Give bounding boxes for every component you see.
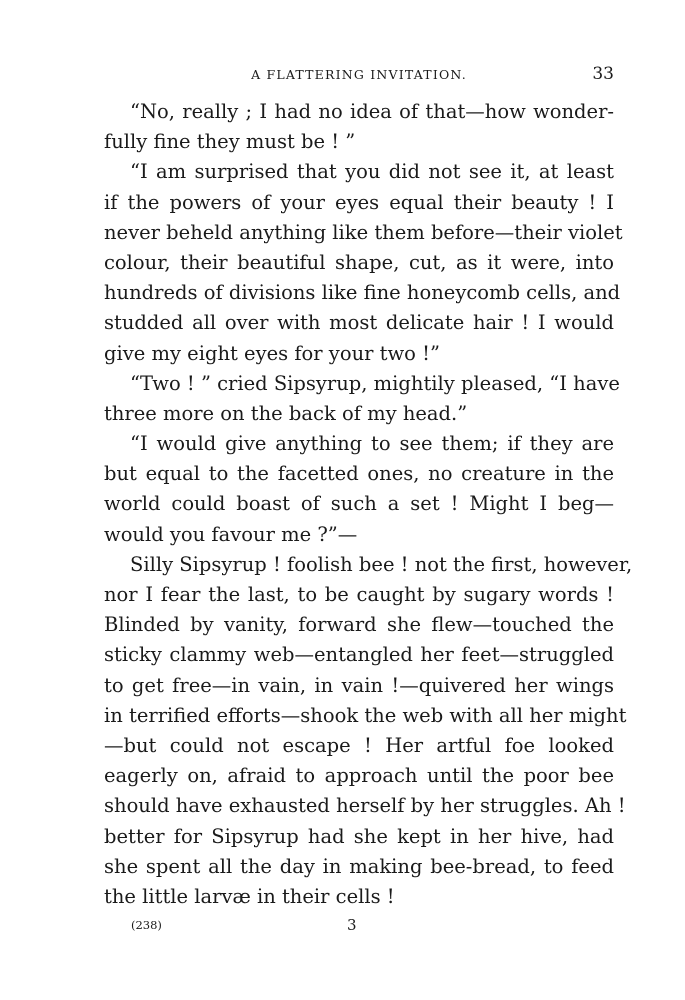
text-line: sticky clammy web—entangled her feet—struggled [104, 643, 614, 667]
text-line: if the powers of your eyes equal their beauty ! I [104, 190, 614, 214]
text-line: —but could not escape ! Her artful foe looked [104, 733, 614, 757]
text-line: to get free—in vain, in vain !—quivered her wings [104, 673, 614, 697]
text-line: colour, their beautiful shape, cut, as it were, into [104, 250, 614, 274]
text-line: fully fine they must be ! ” [104, 130, 356, 154]
page-number: 33 [592, 64, 614, 84]
text-line: would you favour me ?”— [104, 522, 358, 546]
text-line: studded all over with most delicate hair ! I would [104, 311, 614, 335]
text-line: should have exhausted herself by her struggles. Ah ! [104, 794, 626, 818]
text-line: “Two ! ” cried Sipsyrup, mightily pleased, “I have [130, 371, 620, 395]
text-line: “No, really ; I had no idea of that—how wonder- [130, 100, 614, 123]
text-line: eagerly on, afraid to approach until the poor bee [104, 764, 614, 788]
text-line: Blinded by vanity, forward she flew—touched the [104, 613, 614, 637]
text-line: world could boast of such a set ! Might I beg— [104, 492, 614, 516]
running-title: A FLATTERING INVITATION. [251, 67, 467, 82]
text-line: give my eight eyes for your two !” [104, 341, 440, 365]
text-line: “I am surprised that you did not see it, at least [130, 160, 614, 184]
text-line: the little larvæ in their cells ! [104, 884, 395, 908]
text-line: but equal to the facetted ones, no creature in the [104, 462, 614, 486]
text-line: in terrified efforts—shook the web with all her might [104, 703, 627, 727]
text-line: three more on the back of my head.” [104, 401, 468, 425]
text-line: she spent all the day in making bee-bread, to feed [104, 854, 614, 878]
text-line: nor I fear the last, to be caught by sugary words ! [104, 583, 614, 606]
page-header [104, 64, 614, 88]
text-line: never beheld anything like them before—their violet [104, 220, 623, 244]
text-line: “I would give anything to see them; if they are [130, 432, 614, 456]
text-line: better for Sipsyrup had she kept in her hive, had [104, 824, 614, 848]
text-line: Silly Sipsyrup ! foolish bee ! not the first, however, [130, 552, 633, 576]
signature-folio: 3 [347, 916, 357, 934]
text-line: hundreds of divisions like fine honeycomb cells, and [104, 281, 621, 305]
body-text [104, 97, 633, 912]
signature-mark: (238) [131, 918, 162, 932]
page-footer [104, 916, 614, 938]
